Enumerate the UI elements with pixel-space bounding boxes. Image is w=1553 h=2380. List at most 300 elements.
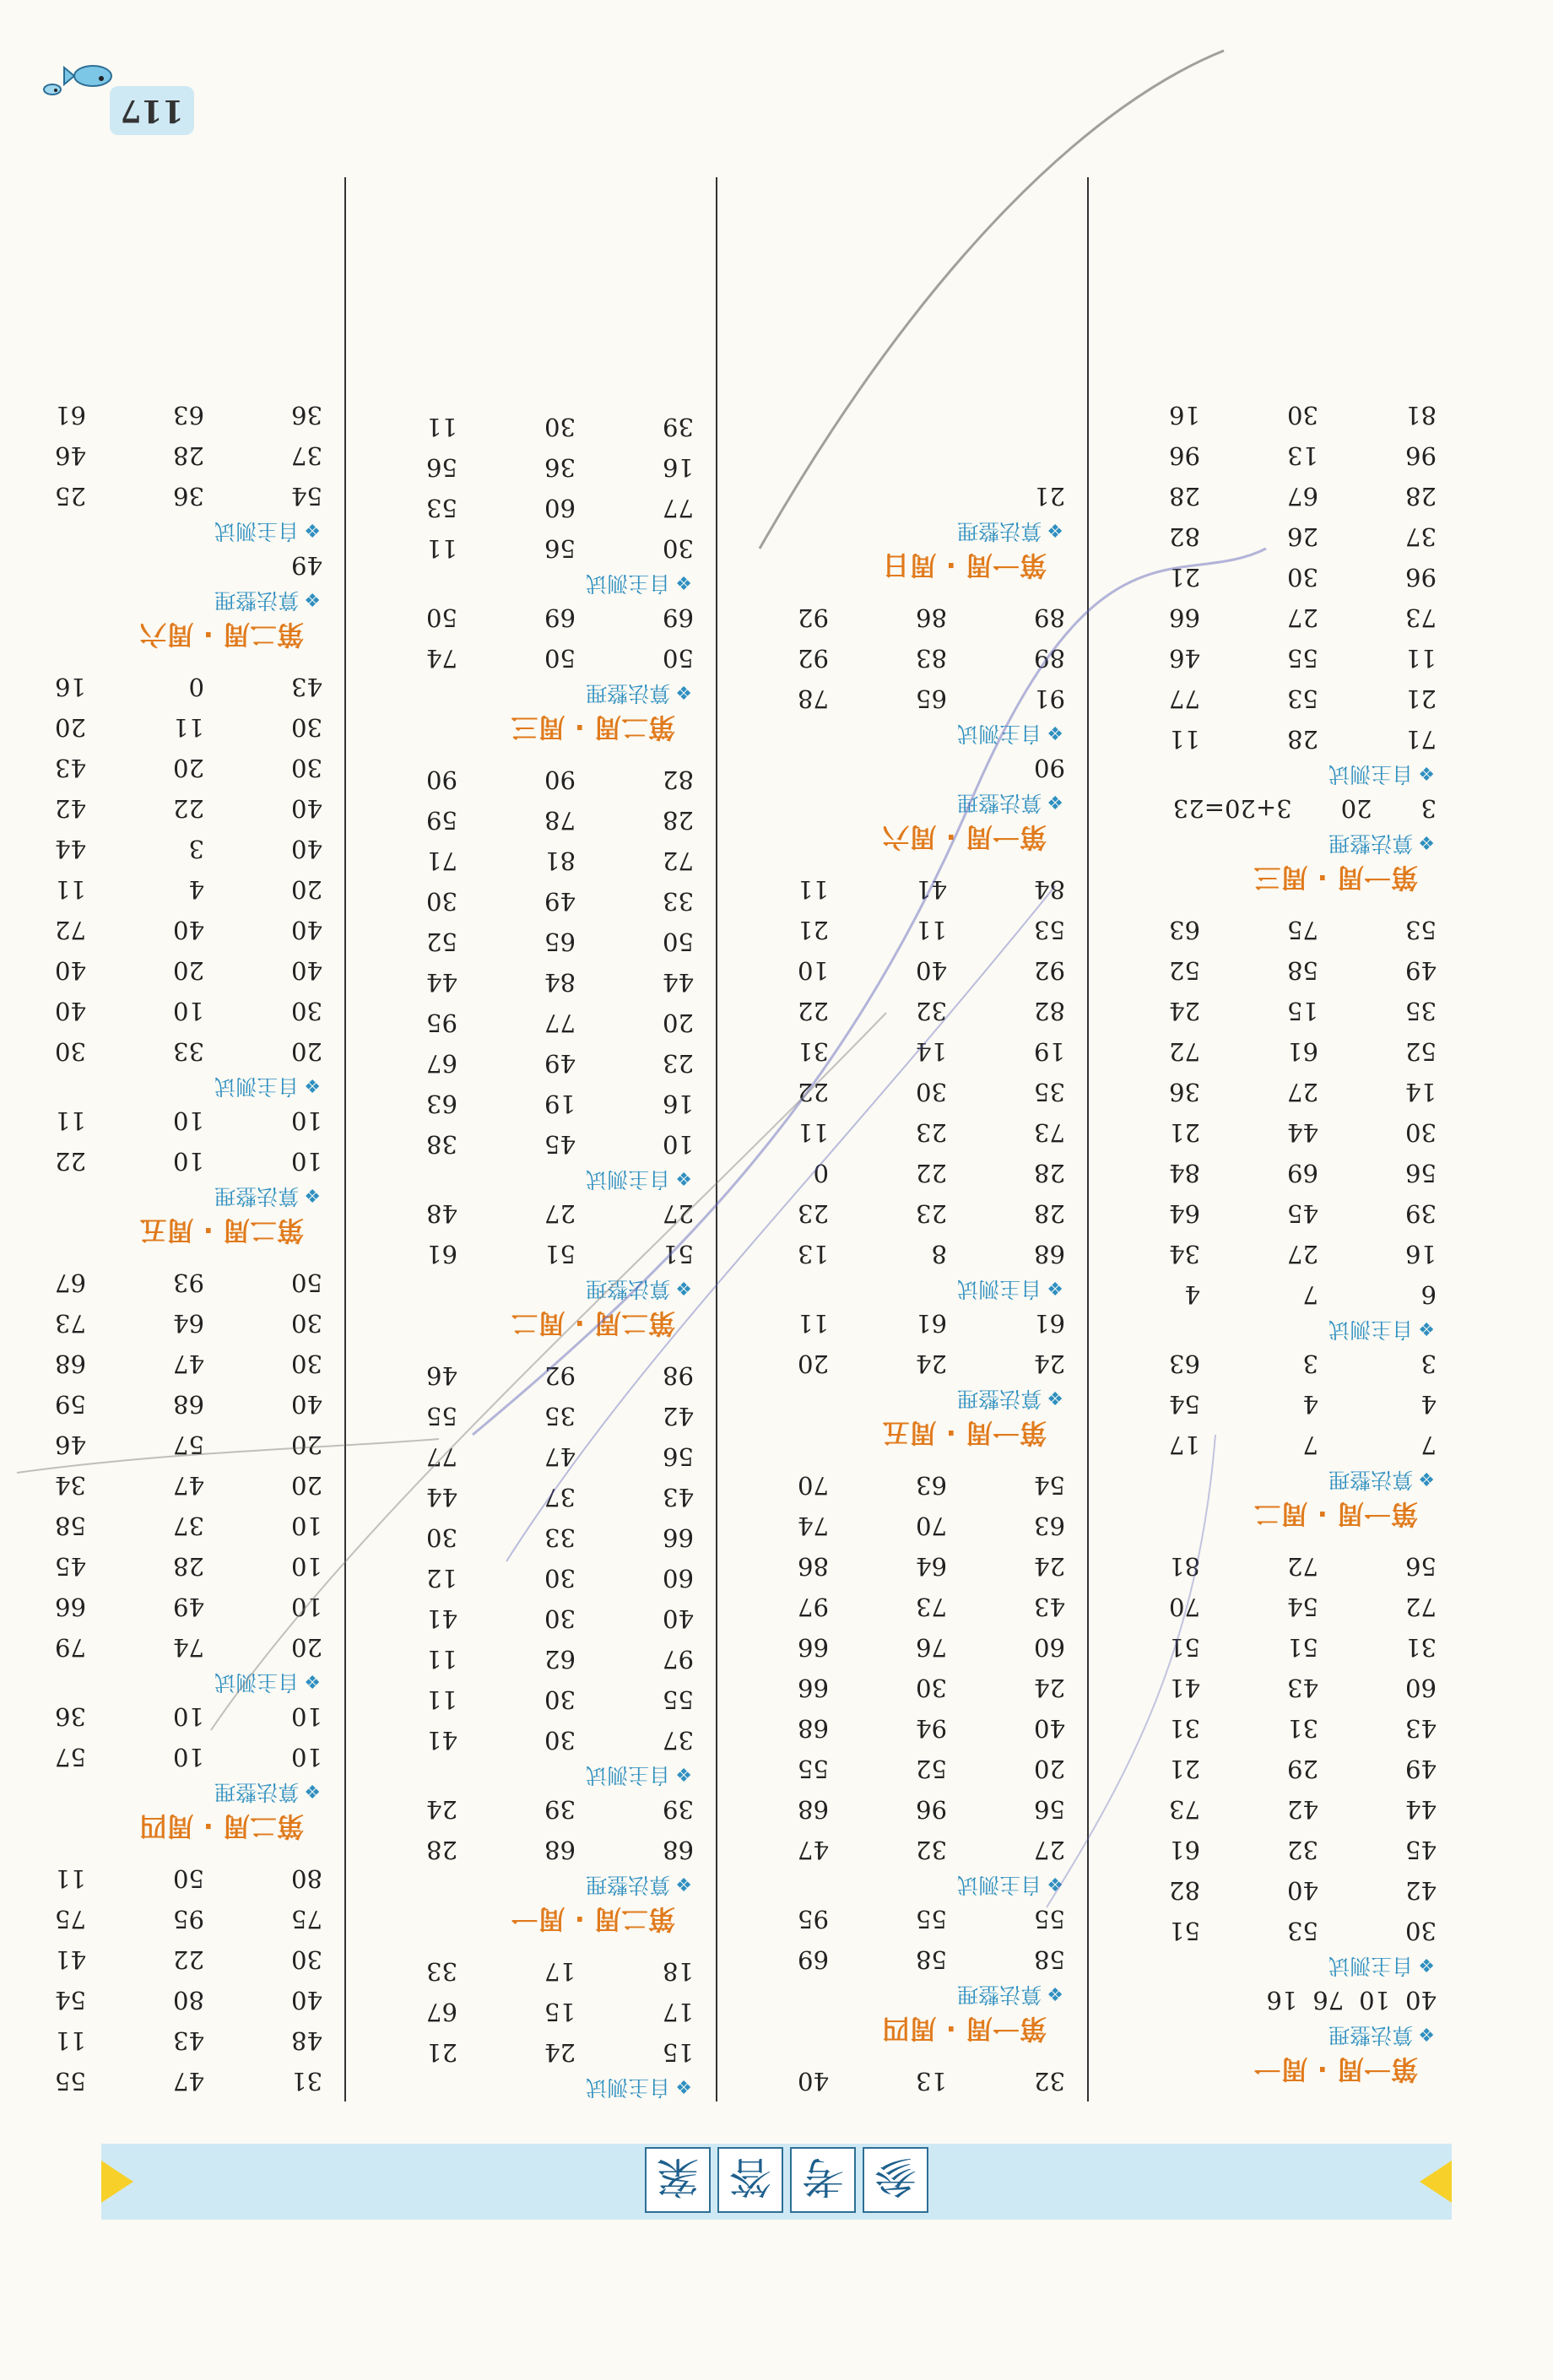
answer-value: 74 xyxy=(173,1633,204,1662)
answer-value: 49 xyxy=(544,1049,576,1078)
answer-value: 52 xyxy=(1169,956,1200,985)
answer-value: 22 xyxy=(798,1078,829,1106)
answer-value: 77 xyxy=(1169,684,1200,713)
answer-value: 55 xyxy=(1287,644,1318,673)
day-heading: 第二周 · 周六 xyxy=(139,619,304,651)
answer-value: 86 xyxy=(798,1552,829,1581)
answer-value: 17 xyxy=(1169,1431,1200,1459)
answer-value: 46 xyxy=(426,1361,457,1390)
answer-value: 96 xyxy=(1169,441,1200,470)
answer-value: 56 xyxy=(1405,1552,1437,1581)
answer-value: 60 xyxy=(663,1564,694,1593)
answer-value: 11 xyxy=(426,1685,457,1714)
answer-value: 20 xyxy=(1034,1755,1065,1783)
answer-value: 30 xyxy=(291,1309,322,1338)
answer-value: 23 xyxy=(798,1199,829,1228)
answer-value: 27 xyxy=(1287,1078,1318,1106)
answer-value: 8 xyxy=(931,1240,947,1268)
answer-value: 37 xyxy=(544,1483,576,1512)
answer-value: 74 xyxy=(426,644,457,673)
diamond-bullet-icon: ❖ xyxy=(675,1277,692,1298)
answer-value: 82 xyxy=(663,765,694,794)
answer-value: 80 xyxy=(173,1986,204,2015)
answer-value: 51 xyxy=(1169,1633,1200,1662)
diamond-bullet-icon: ❖ xyxy=(1418,1468,1435,1489)
answer-value: 70 xyxy=(1169,1593,1200,1621)
answer-value: 10 xyxy=(291,1702,322,1731)
day-heading: 第二周 · 周一 xyxy=(511,1903,675,1935)
answer-value: 44 xyxy=(1287,1118,1318,1147)
answer-value: 90 xyxy=(1034,754,1065,782)
answer-value: 41 xyxy=(1169,1674,1200,1702)
answer-value: 53 xyxy=(1405,916,1437,944)
answer-value: 84 xyxy=(1034,875,1065,904)
answer-value: 4 xyxy=(1184,1280,1200,1309)
answer-value: 11 xyxy=(916,916,947,944)
diamond-bullet-icon: ❖ xyxy=(1047,1277,1063,1298)
answer-value: 4 xyxy=(188,875,204,904)
answer-value: 51 xyxy=(544,1240,576,1268)
banner-char: 案 xyxy=(645,2147,711,2213)
answer-value: 10 xyxy=(173,1147,204,1176)
answer-value: 24 xyxy=(1034,1674,1065,1702)
answer-value: 61 xyxy=(916,1309,947,1338)
answer-value: 19 xyxy=(1034,1037,1065,1066)
answer-value: 69 xyxy=(798,1945,829,1974)
answer-value: 10 xyxy=(291,1106,322,1135)
answer-value: 58 xyxy=(1034,1945,1065,1974)
answer-value: 63 xyxy=(916,1471,947,1500)
answer-value: 43 xyxy=(173,2026,204,2055)
day-heading: 第二周 · 周二 xyxy=(511,1307,675,1339)
answer-value: 28 xyxy=(1405,482,1437,511)
answer-value: 11 xyxy=(426,534,457,563)
answer-value: 39 xyxy=(544,1795,576,1824)
diamond-bullet-icon: ❖ xyxy=(304,1184,321,1205)
answer-value: 24 xyxy=(426,1795,457,1824)
answer-value: 30 xyxy=(544,1564,576,1593)
answer-value: 72 xyxy=(1405,1593,1437,1621)
answer-value: 35 xyxy=(1034,1078,1065,1106)
answer-value: 71 xyxy=(426,847,457,875)
answer-value: 41 xyxy=(426,1726,457,1755)
answer-value: 64 xyxy=(916,1552,947,1581)
answer-value: 63 xyxy=(1169,916,1200,944)
answer-value: 21 xyxy=(1169,1118,1200,1147)
answer-value: 3+20=23 xyxy=(1172,794,1292,823)
answer-value: 51 xyxy=(1287,1633,1318,1662)
answer-value: 42 xyxy=(1405,1876,1437,1905)
answer-value: 10 xyxy=(173,1702,204,1731)
answer-value: 92 xyxy=(544,1361,576,1390)
answer-value: 66 xyxy=(1169,603,1200,632)
answer-value: 54 xyxy=(55,1986,86,2015)
answer-value: 18 xyxy=(663,1957,694,1986)
answer-value: 28 xyxy=(426,1836,457,1864)
answer-value: 13 xyxy=(916,2067,947,2096)
answer-value: 20 xyxy=(291,1037,322,1066)
answer-value: 43 xyxy=(1034,1593,1065,1621)
answer-value: 11 xyxy=(426,1645,457,1674)
answer-value: 20 xyxy=(291,1633,322,1662)
answer-value: 32 xyxy=(916,1836,947,1864)
answer-value: 20 xyxy=(663,1009,694,1037)
section-label-text: 算法整理 xyxy=(957,1982,1042,2007)
answer-value: 78 xyxy=(544,806,576,835)
answer-value: 54 xyxy=(1287,1593,1318,1621)
answer-value: 10 xyxy=(291,1512,322,1540)
answer-value: 30 xyxy=(1405,1917,1437,1945)
answer-value: 21 xyxy=(1405,684,1437,713)
answer-value: 95 xyxy=(173,1905,204,1934)
answer-value: 21 xyxy=(426,2038,457,2067)
answer-value: 30 xyxy=(426,887,457,916)
answer-value: 92 xyxy=(798,603,829,632)
answer-value: 54 xyxy=(291,482,322,511)
answer-value: 50 xyxy=(544,644,576,673)
section-label-text: 算法整理 xyxy=(586,681,671,706)
answer-value: 20 xyxy=(173,956,204,985)
answer-value: 66 xyxy=(663,1523,694,1552)
answer-value: 41 xyxy=(916,875,947,904)
answer-value: 45 xyxy=(55,1552,86,1581)
answer-value: 16 xyxy=(663,1090,694,1118)
answer-value: 31 xyxy=(291,2067,322,2096)
answer-value: 30 xyxy=(1405,1118,1437,1147)
answer-value: 40 xyxy=(1034,1714,1065,1743)
answer-value: 49 xyxy=(1405,956,1437,985)
answer-value: 22 xyxy=(173,1945,204,1974)
answer-value: 55 xyxy=(798,1755,829,1783)
day-heading: 第一周 · 周日 xyxy=(882,549,1047,581)
answer-value: 72 xyxy=(1169,1037,1200,1066)
answer-value: 34 xyxy=(1169,1240,1200,1268)
section-label-text: 算法整理 xyxy=(586,1277,671,1301)
banner-char: 答 xyxy=(717,2147,783,2213)
answer-value: 59 xyxy=(55,1390,86,1419)
answer-value: 20 xyxy=(1340,794,1372,823)
answer-value: 27 xyxy=(544,1199,576,1228)
answer-value: 45 xyxy=(544,1130,576,1159)
answer-value: 4 xyxy=(1420,1390,1437,1419)
answer-value: 25 xyxy=(55,482,86,511)
answer-value: 16 xyxy=(1405,1240,1437,1268)
answer-value: 62 xyxy=(544,1645,576,1674)
answer-value: 11 xyxy=(426,413,457,441)
answer-value: 21 xyxy=(798,916,829,944)
answer-value: 13 xyxy=(1287,441,1318,470)
answer-value: 40 xyxy=(291,1390,322,1419)
answer-value: 16 xyxy=(1266,1986,1298,2015)
answer-value: 34 xyxy=(55,1471,86,1500)
section-label-text: 自主测试 xyxy=(586,571,671,596)
answer-value: 82 xyxy=(1169,1876,1200,1905)
answer-value: 3 xyxy=(188,835,204,863)
answer-value: 69 xyxy=(1287,1159,1318,1187)
answer-value: 30 xyxy=(291,1945,322,1974)
answer-value: 95 xyxy=(426,1009,457,1037)
answer-value: 21 xyxy=(1034,482,1065,511)
answer-value: 64 xyxy=(1169,1199,1200,1228)
answer-value: 81 xyxy=(1169,1552,1200,1581)
diamond-bullet-icon: ❖ xyxy=(1047,722,1063,743)
answer-value: 31 xyxy=(1287,1714,1318,1743)
answer-value: 24 xyxy=(544,2038,576,2067)
answer-value: 59 xyxy=(426,806,457,835)
diamond-bullet-icon: ❖ xyxy=(1418,1954,1435,1975)
answer-value: 55 xyxy=(1034,1905,1065,1934)
answer-value: 28 xyxy=(1169,482,1200,511)
answer-value: 43 xyxy=(1287,1674,1318,1702)
answer-value: 67 xyxy=(426,1049,457,1078)
answer-value: 48 xyxy=(426,1199,457,1228)
answer-value: 20 xyxy=(798,1350,829,1378)
answer-value: 42 xyxy=(1287,1795,1318,1824)
answer-value: 78 xyxy=(798,684,829,713)
answer-value: 28 xyxy=(173,1552,204,1581)
answer-value: 50 xyxy=(173,1864,204,1893)
answer-value: 68 xyxy=(55,1350,86,1378)
answer-value: 3 xyxy=(1302,1350,1318,1378)
answer-value: 52 xyxy=(916,1755,947,1783)
answer-value: 10 xyxy=(663,1130,694,1159)
answer-value: 58 xyxy=(55,1512,86,1540)
answer-value: 37 xyxy=(173,1512,204,1540)
answer-value: 37 xyxy=(663,1726,694,1755)
answer-value: 97 xyxy=(798,1593,829,1621)
section-label-text: 算法整理 xyxy=(957,791,1042,815)
answer-value: 10 xyxy=(1359,1986,1391,2015)
diamond-bullet-icon: ❖ xyxy=(675,1167,692,1188)
answer-value: 53 xyxy=(1034,916,1065,944)
answer-value: 53 xyxy=(426,494,457,522)
banner-char: 参 xyxy=(863,2147,928,2213)
answer-value: 35 xyxy=(544,1402,576,1431)
diamond-bullet-icon: ❖ xyxy=(675,2075,692,2096)
answer-value: 27 xyxy=(1034,1836,1065,1864)
answer-value: 30 xyxy=(663,534,694,563)
diamond-bullet-icon: ❖ xyxy=(304,1780,321,1801)
answer-value: 23 xyxy=(916,1199,947,1228)
answer-value: 33 xyxy=(544,1523,576,1552)
answer-value: 44 xyxy=(426,968,457,997)
diamond-bullet-icon: ❖ xyxy=(304,519,321,540)
diamond-bullet-icon: ❖ xyxy=(1047,1982,1063,2004)
day-heading: 第一周 · 周四 xyxy=(882,2013,1047,2045)
answer-value: 6 xyxy=(1420,1280,1437,1309)
diamond-bullet-icon: ❖ xyxy=(675,681,692,702)
answer-value: 84 xyxy=(1169,1159,1200,1187)
answer-value: 30 xyxy=(916,1078,947,1106)
answer-value: 93 xyxy=(173,1268,204,1297)
answer-value: 36 xyxy=(1169,1078,1200,1106)
answer-value: 7 xyxy=(1420,1431,1437,1459)
answer-value: 27 xyxy=(1287,603,1318,632)
answer-value: 14 xyxy=(916,1037,947,1066)
answer-value: 14 xyxy=(1405,1078,1437,1106)
section-label-text: 自主测试 xyxy=(957,1277,1042,1301)
answer-value: 75 xyxy=(291,1905,322,1934)
answer-value: 15 xyxy=(663,2038,694,2067)
day-heading: 第一周 · 周六 xyxy=(882,821,1047,853)
answer-value: 61 xyxy=(1034,1309,1065,1338)
diamond-bullet-icon: ❖ xyxy=(675,571,692,592)
answer-value: 73 xyxy=(55,1309,86,1338)
answer-value: 57 xyxy=(173,1431,204,1459)
answer-value: 30 xyxy=(1287,401,1318,430)
answer-value: 77 xyxy=(663,494,694,522)
answer-value: 20 xyxy=(173,754,204,782)
answer-value: 3 xyxy=(1420,794,1437,823)
answer-value: 15 xyxy=(544,1998,576,2026)
answer-value: 42 xyxy=(55,794,86,823)
answer-value: 7 xyxy=(1302,1431,1318,1459)
section-label-text: 自主测试 xyxy=(214,1670,300,1695)
answer-value: 40 xyxy=(55,997,86,1025)
answer-value: 22 xyxy=(173,794,204,823)
answer-value: 56 xyxy=(544,534,576,563)
answer-value: 40 xyxy=(1287,1876,1318,1905)
answer-value: 40 xyxy=(663,1604,694,1633)
answer-value: 30 xyxy=(544,1685,576,1714)
section-label-text: 自主测试 xyxy=(957,1873,1042,1897)
answer-value: 43 xyxy=(291,673,322,701)
answer-value: 40 xyxy=(1405,1986,1437,2015)
answer-value: 32 xyxy=(916,997,947,1025)
answer-value: 26 xyxy=(1287,522,1318,551)
answer-value: 39 xyxy=(1405,1199,1437,1228)
answer-value: 50 xyxy=(291,1268,322,1297)
answer-value: 37 xyxy=(291,441,322,470)
answer-value: 30 xyxy=(291,754,322,782)
answer-value: 97 xyxy=(663,1645,694,1674)
answer-value: 40 xyxy=(291,916,322,944)
answer-value: 20 xyxy=(291,875,322,904)
answer-value: 70 xyxy=(798,1471,829,1500)
answer-value: 37 xyxy=(1405,522,1437,551)
answer-value: 90 xyxy=(544,765,576,794)
section-label-text: 自主测试 xyxy=(586,2075,671,2100)
answer-value: 15 xyxy=(1287,997,1318,1025)
answer-value: 40 xyxy=(291,794,322,823)
answer-value: 49 xyxy=(1405,1755,1437,1783)
answer-value: 69 xyxy=(663,603,694,632)
answer-value: 43 xyxy=(55,754,86,782)
answer-value: 11 xyxy=(55,875,86,904)
answer-value: 90 xyxy=(426,765,457,794)
answer-value: 11 xyxy=(55,2026,86,2055)
answer-value: 30 xyxy=(426,1523,457,1552)
answer-value: 28 xyxy=(1034,1199,1065,1228)
answer-value: 23 xyxy=(663,1049,694,1078)
answer-value: 95 xyxy=(798,1905,829,1934)
answer-value: 66 xyxy=(798,1633,829,1662)
answer-value: 42 xyxy=(663,1402,694,1431)
answer-value: 27 xyxy=(1287,1240,1318,1268)
answer-value: 67 xyxy=(426,1998,457,2026)
answer-value: 28 xyxy=(1287,725,1318,754)
answer-value: 19 xyxy=(544,1090,576,1118)
answer-value: 50 xyxy=(663,928,694,956)
section-label-text: 算法整理 xyxy=(586,1873,671,1897)
answer-value: 49 xyxy=(173,1593,204,1621)
answer-value: 67 xyxy=(1287,482,1318,511)
answer-value: 61 xyxy=(1169,1836,1200,1864)
page-number: 117 xyxy=(110,86,194,135)
answer-value: 22 xyxy=(916,1159,947,1187)
diamond-bullet-icon: ❖ xyxy=(1418,1317,1435,1339)
answer-value: 77 xyxy=(544,1009,576,1037)
answer-value: 20 xyxy=(291,1471,322,1500)
section-label-text: 自主测试 xyxy=(214,519,300,544)
answer-value: 89 xyxy=(1034,644,1065,673)
answer-value: 74 xyxy=(798,1512,829,1540)
answer-value: 47 xyxy=(173,1350,204,1378)
answer-value: 21 xyxy=(1169,563,1200,592)
answer-value: 66 xyxy=(55,1593,86,1621)
answer-value: 53 xyxy=(1287,684,1318,713)
diamond-bullet-icon: ❖ xyxy=(1047,791,1063,812)
answer-value: 30 xyxy=(291,713,322,742)
answer-value: 46 xyxy=(55,441,86,470)
answer-value: 10 xyxy=(173,1743,204,1771)
answer-value: 40 xyxy=(173,916,204,944)
diamond-bullet-icon: ❖ xyxy=(675,1763,692,1784)
answer-value: 68 xyxy=(798,1714,829,1743)
section-label-text: 算法整理 xyxy=(214,1184,300,1209)
answer-value: 23 xyxy=(916,1118,947,1147)
answer-value: 16 xyxy=(55,673,86,701)
answer-value: 11 xyxy=(1169,725,1200,754)
answer-value: 24 xyxy=(1034,1350,1065,1378)
answer-value: 32 xyxy=(1034,2067,1065,2096)
answer-value: 11 xyxy=(798,875,829,904)
answer-value: 24 xyxy=(1034,1552,1065,1581)
answer-value: 10 xyxy=(291,1147,322,1176)
day-heading: 第一周 · 周二 xyxy=(1253,1498,1418,1530)
answer-value: 73 xyxy=(916,1593,947,1621)
answer-value: 55 xyxy=(55,2067,86,2096)
answer-value: 27 xyxy=(663,1199,694,1228)
answer-value: 50 xyxy=(663,644,694,673)
answer-value: 28 xyxy=(173,441,204,470)
answer-value: 56 xyxy=(426,453,457,482)
diamond-bullet-icon: ❖ xyxy=(304,588,321,609)
answer-value: 73 xyxy=(1034,1118,1065,1147)
answer-value: 41 xyxy=(426,1604,457,1633)
answer-value: 30 xyxy=(1287,563,1318,592)
answer-value: 73 xyxy=(1405,603,1437,632)
day-heading: 第二周 · 周五 xyxy=(139,1214,304,1247)
answer-value: 40 xyxy=(798,2067,829,2096)
answer-value: 20 xyxy=(55,713,86,742)
answer-value: 11 xyxy=(798,1118,829,1147)
answer-value: 49 xyxy=(291,551,322,580)
day-heading: 第一周 · 周一 xyxy=(1253,2053,1418,2085)
answer-value: 30 xyxy=(291,997,322,1025)
diamond-bullet-icon: ❖ xyxy=(304,1074,321,1095)
answer-value: 68 xyxy=(798,1795,829,1824)
answer-value: 44 xyxy=(426,1483,457,1512)
answer-value: 33 xyxy=(663,887,694,916)
answer-value: 47 xyxy=(798,1836,829,1864)
answer-value: 30 xyxy=(544,1726,576,1755)
section-label-text: 算法整理 xyxy=(957,1387,1042,1411)
answer-value: 44 xyxy=(1405,1795,1437,1824)
answer-value: 76 xyxy=(1312,1986,1345,2015)
section-label-text: 算法整理 xyxy=(1328,831,1414,856)
answer-value: 40 xyxy=(916,956,947,985)
